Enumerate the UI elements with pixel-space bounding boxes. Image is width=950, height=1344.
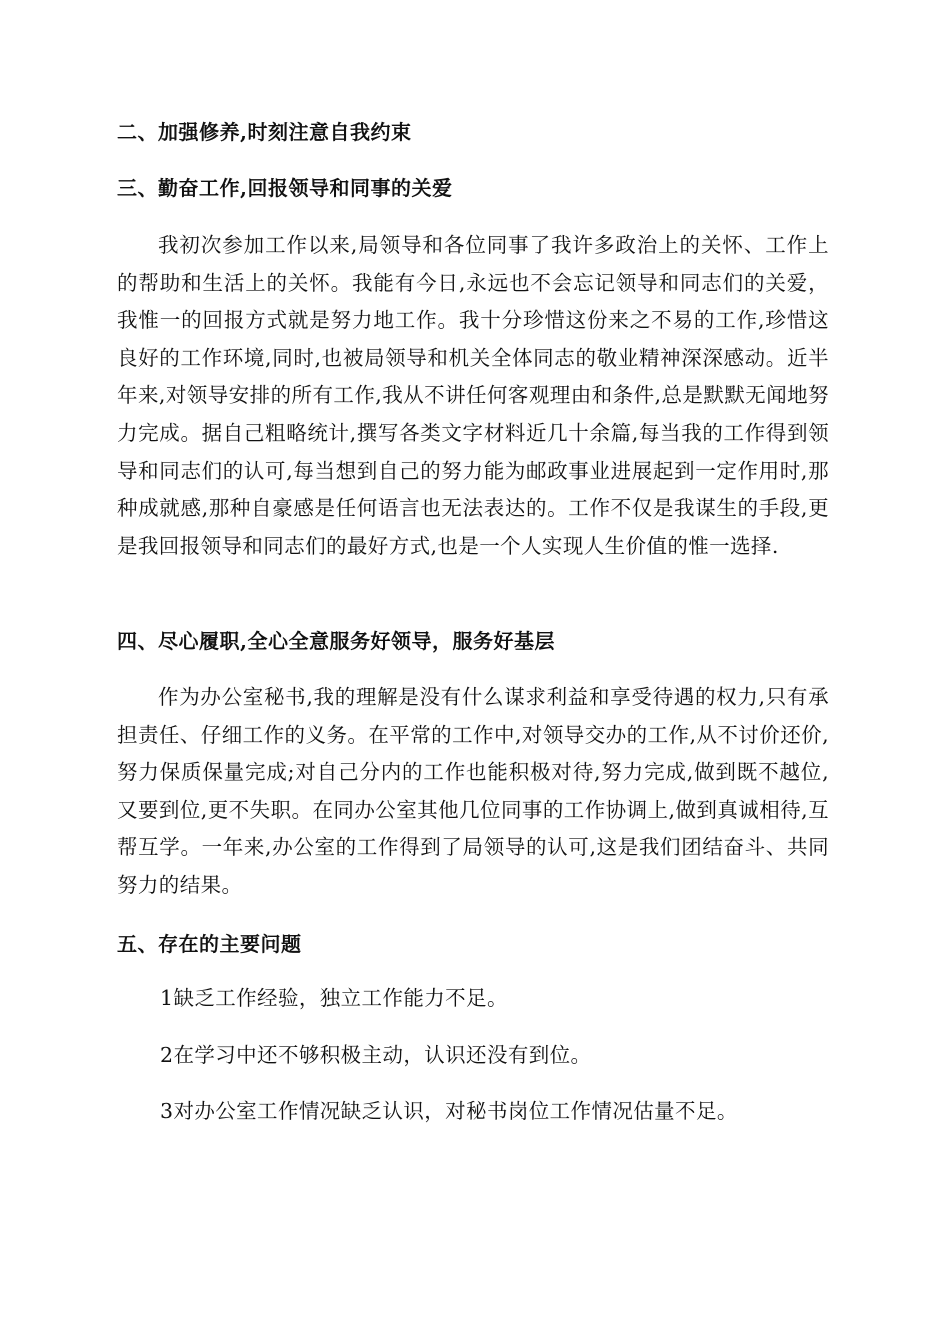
problem-item-2: 2在学习中还不够积极主动，认识还没有到位。 xyxy=(160,1043,592,1067)
section-heading-3: 三、勤奋工作,回报领导和同事的关爱 xyxy=(117,176,453,200)
section-heading-2: 二、加强修养,时刻注意自我约束 xyxy=(117,120,412,144)
section-paragraph-4: 作为办公室秘书,我的理解是没有什么谋求利益和享受待遇的权力,只有承担责任、仔细工作的义务。在平常的工作中,对领导交办的工作,从不讨价还价,努力保质保量完成;对自己分内的工作也能积极对待,努力完成,做到既不越位,又要到位,更不失职。在同办公室其他几位同事的工作协调上,做到真诚相待,互帮互学。一年来,办公室的工作得到了局领导的认可,这是我们团结奋斗、共同努力的结果。 xyxy=(117,685,829,897)
section-paragraph-3: 我初次参加工作以来,局领导和各位同事了我许多政治上的关怀、工作上的帮助和生活上的关怀。我能有今日,永远也不会忘记领导和同志们的关爱，我惟一的回报方式就是努力地工作。我十分珍惜这份来之不易的工作,珍惜这良好的工作环境,同时,也被局领导和机关全体同志的敬业精神深深感动。近半年来,对领导安排的所有工作,我从不讲任何客观理由和条件,总是默默无闻地努力完成。据自己粗略统计,撰写各类文字材料近几十余篇,每当我的工作得到领导和同志们的认可,每当想到自己的努力能为邮政事业进展起到一定作用时,那种成就感,那种自豪感是任何语言也无法表达的。工作不仅是我谋生的手段,更是我回报领导和同志们的最好方式,也是一个人实现人生价值的惟一选择. xyxy=(117,233,829,558)
section-heading-5: 五、存在的主要问题 xyxy=(117,932,302,956)
section-heading-4: 四、尽心履职,全心全意服务好领导，服务好基层 xyxy=(117,629,555,653)
problem-item-1: 1缺乏工作经验，独立工作能力不足。 xyxy=(160,986,508,1010)
problem-item-3: 3对办公室工作情况缺乏认识，对秘书岗位工作情况估量不足。 xyxy=(160,1099,738,1123)
